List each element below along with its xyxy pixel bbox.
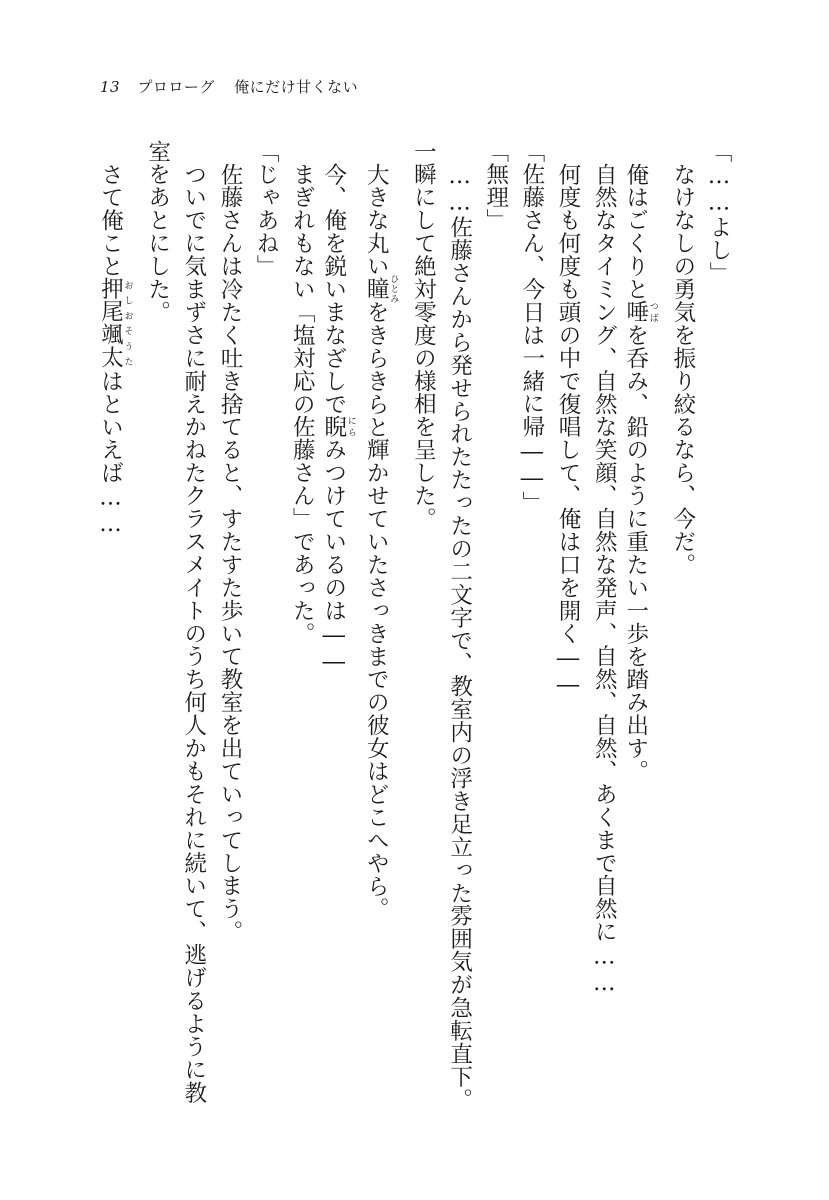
furigana: 押尾颯太 おしおそうた bbox=[97, 277, 133, 370]
text-line: なけなしの勇気を振り絞るなら、今だ。 bbox=[669, 162, 696, 576]
text-line: 何度も何度も頭の中で復唱して、俺は口を開く―― bbox=[555, 162, 582, 698]
text-line: 「じゃあね」 bbox=[253, 140, 280, 278]
furigana: 睨 にら bbox=[320, 414, 356, 438]
furigana: 瞳 ひとみ bbox=[363, 273, 399, 304]
furigana-reading: おしおそうた bbox=[122, 277, 133, 370]
text-line: 自然なタイミング、自然な笑顔、自然な発声、自然、自然、あくまで自然に…… bbox=[591, 162, 618, 996]
text-line: まぎれもない「塩対応の佐藤さん」であった。 bbox=[289, 162, 316, 645]
text-line: 「無理」 bbox=[482, 140, 509, 232]
text-line: 大きな丸い瞳 ひとみをきらきらと輝かせていたさっきまでの彼女はどこへやら。 bbox=[363, 162, 399, 920]
book-title: 俺にだけ甘くない bbox=[234, 78, 359, 96]
furigana: 唾 つば bbox=[622, 300, 658, 324]
text-line: ……佐藤さんから発せられたたったの二文字で、教室内の浮き足立った雰囲気が急転直下。 bbox=[446, 162, 473, 1111]
furigana-reading: つば bbox=[647, 300, 658, 324]
text-line: 俺はごくりと唾 つばを呑み、鉛のように重たい一歩を踏み出す。 bbox=[622, 162, 658, 783]
furigana-reading: にら bbox=[345, 414, 356, 438]
text-line: さて俺こと押尾颯太 おしおそうたはといえば…… bbox=[97, 162, 133, 537]
text-line: ついでに気まずさに耐えかねたクラスメイトのうち何人かもそれに続いて、逃げるように教 bbox=[180, 162, 207, 1104]
vertical-body-text bbox=[90, 140, 732, 1111]
page-number: 13 bbox=[100, 78, 121, 96]
text-line: 「……よし」 bbox=[706, 140, 732, 285]
running-header bbox=[100, 76, 358, 97]
text-line: 「佐藤さん、今日は一緒に帰――」 bbox=[518, 140, 545, 515]
text-line: 一瞬にして絶対零度の様相を呈した。 bbox=[410, 140, 437, 531]
text-line: 室をあとにした。 bbox=[144, 140, 171, 324]
furigana-reading: ひとみ bbox=[388, 273, 399, 304]
chapter-label: プロローグ bbox=[137, 78, 215, 96]
text-line: 今、俺を鋭いまなざしで睨 にらみつけているのは―― bbox=[320, 162, 356, 675]
text-line: 佐藤さんは冷たく吐き捨てると、すたすた歩いて教室を出ていってしまう。 bbox=[216, 162, 243, 943]
